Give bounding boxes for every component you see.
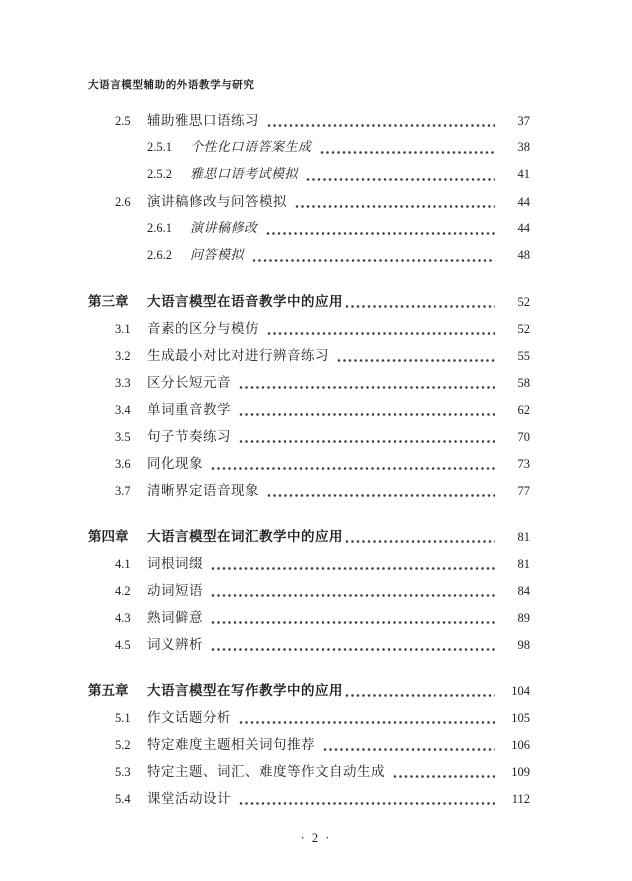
entry-title: 清晰界定语音现象 — [147, 483, 259, 498]
entry-page-number: 55 — [517, 349, 530, 363]
entry-title: 单词重音教学 — [147, 402, 231, 417]
entry-title: 熟词僻意 — [147, 610, 203, 625]
dot-leader — [211, 647, 495, 652]
entry-title: 问答模拟 — [190, 247, 245, 262]
entry-number: 3.4 — [115, 403, 131, 417]
entry-title: 辅助雅思口语练习 — [147, 113, 259, 128]
entry-title: 演讲稿修改与问答模拟 — [147, 194, 287, 209]
toc-entry — [88, 706, 530, 733]
dot-leader — [267, 493, 495, 498]
toc-entry — [88, 452, 530, 479]
toc-entry — [88, 371, 530, 398]
toc-entry — [88, 552, 530, 579]
toc-entry — [88, 525, 530, 552]
entry-title: 课堂活动设计 — [147, 791, 231, 806]
entry-number: 3.1 — [115, 322, 131, 336]
toc-entry — [88, 136, 530, 163]
entry-title: 生成最小对比对进行辨音练习 — [147, 348, 329, 363]
entry-title: 大语言模型在语音教学中的应用 — [147, 294, 343, 309]
entry-number: 4.5 — [115, 638, 131, 652]
entry-title: 雅思口语考试模拟 — [190, 166, 299, 181]
page-footer-number: · 2 · — [300, 831, 332, 845]
entry-page-number: 106 — [511, 738, 530, 752]
dot-leader — [211, 466, 495, 471]
entry-number: 4.2 — [115, 584, 131, 598]
entry-title: 演讲稿修改 — [190, 220, 258, 235]
entry-title: 特定难度主题相关词句推荐 — [147, 737, 315, 752]
entry-page-number: 109 — [511, 765, 530, 779]
entry-page-number: 73 — [517, 457, 530, 471]
toc-entry — [88, 679, 530, 706]
entry-number: 5.1 — [115, 711, 131, 725]
entry-number: 5.3 — [115, 765, 131, 779]
toc-entry — [88, 317, 530, 344]
entry-page-number: 104 — [511, 684, 530, 698]
dot-leader — [211, 593, 495, 598]
toc-entry — [88, 760, 530, 787]
toc-entry — [88, 190, 530, 217]
dot-leader — [239, 439, 495, 444]
dot-leader — [393, 774, 495, 779]
entry-number: 第五章 — [88, 683, 129, 698]
dot-leader — [239, 385, 495, 390]
dot-leader — [252, 258, 495, 263]
entry-title: 音素的区分与模仿 — [147, 321, 259, 336]
toc-list — [88, 109, 530, 814]
entry-page-number: 81 — [517, 557, 530, 571]
entry-page-number: 89 — [517, 611, 530, 625]
running-header: 大语言模型辅助的外语教学与研究 — [88, 80, 255, 91]
entry-page-number: 52 — [517, 322, 530, 336]
entry-number: 2.6.1 — [147, 221, 172, 235]
entry-title: 词根词缀 — [147, 556, 203, 571]
dot-leader — [211, 566, 495, 571]
entry-page-number: 105 — [511, 711, 530, 725]
entry-number: 2.5.2 — [147, 167, 172, 181]
entry-page-number: 84 — [517, 584, 530, 598]
dot-leader — [345, 539, 495, 544]
entry-title: 区分长短元音 — [147, 375, 231, 390]
entry-page-number: 70 — [517, 430, 530, 444]
entry-title: 大语言模型在词汇教学中的应用 — [147, 529, 343, 544]
toc-entry — [88, 163, 530, 190]
toc-entry — [88, 398, 530, 425]
entry-number: 2.5 — [115, 114, 131, 128]
entry-title: 句子节奏练习 — [147, 429, 231, 444]
toc-entry — [88, 425, 530, 452]
entry-page-number: 112 — [511, 792, 530, 806]
entry-number: 2.5.1 — [147, 140, 172, 154]
entry-page-number: 44 — [517, 195, 530, 209]
entry-number: 3.5 — [115, 430, 131, 444]
dot-leader — [239, 720, 495, 725]
toc-entry — [88, 579, 530, 606]
entry-title: 个性化口语答案生成 — [190, 139, 312, 154]
entry-number: 3.6 — [115, 457, 131, 471]
toc-entry — [88, 217, 530, 244]
dot-leader — [295, 204, 495, 209]
entry-title: 同化现象 — [147, 456, 203, 471]
dot-leader — [337, 358, 495, 363]
dot-leader — [345, 304, 495, 309]
entry-page-number: 44 — [517, 221, 530, 235]
toc-entry — [88, 290, 530, 317]
entry-number: 2.6.2 — [147, 248, 172, 262]
toc-entry — [88, 109, 530, 136]
entry-page-number: 52 — [517, 295, 530, 309]
toc-entry — [88, 606, 530, 633]
entry-number: 4.3 — [115, 611, 131, 625]
dot-leader — [239, 412, 495, 417]
entry-page-number: 48 — [517, 248, 530, 262]
dot-leader — [239, 801, 495, 806]
dot-leader — [266, 231, 495, 236]
dot-leader — [320, 150, 495, 155]
entry-title: 词义辨析 — [147, 637, 203, 652]
entry-number: 2.6 — [115, 195, 131, 209]
entry-page-number: 81 — [517, 530, 530, 544]
dot-leader — [267, 123, 495, 128]
entry-title: 特定主题、词汇、难度等作文自动生成 — [147, 764, 385, 779]
toc-entry — [88, 344, 530, 371]
entry-number: 第四章 — [88, 529, 129, 544]
dot-leader — [211, 620, 495, 625]
toc-entry — [88, 733, 530, 760]
entry-number: 4.1 — [115, 557, 131, 571]
entry-number: 3.3 — [115, 376, 131, 390]
entry-page-number: 77 — [517, 484, 530, 498]
entry-page-number: 41 — [517, 167, 530, 181]
entry-number: 5.2 — [115, 738, 131, 752]
entry-title: 大语言模型在写作教学中的应用 — [147, 683, 343, 698]
dot-leader — [345, 693, 495, 698]
toc-entry — [88, 244, 530, 271]
entry-page-number: 98 — [517, 638, 530, 652]
toc-entry — [88, 787, 530, 814]
entry-page-number: 58 — [517, 376, 530, 390]
entry-title: 动词短语 — [147, 583, 203, 598]
entry-number: 3.7 — [115, 484, 131, 498]
dot-leader — [267, 331, 495, 336]
dot-leader — [323, 747, 495, 752]
entry-number: 3.2 — [115, 349, 131, 363]
entry-title: 作文话题分析 — [147, 710, 231, 725]
entry-number: 第三章 — [88, 294, 129, 309]
toc-entry — [88, 633, 530, 660]
entry-number: 5.4 — [115, 792, 131, 806]
entry-page-number: 62 — [517, 403, 530, 417]
entry-page-number: 37 — [517, 114, 530, 128]
entry-page-number: 38 — [517, 140, 530, 154]
toc-entry — [88, 479, 530, 506]
dot-leader — [306, 177, 495, 182]
